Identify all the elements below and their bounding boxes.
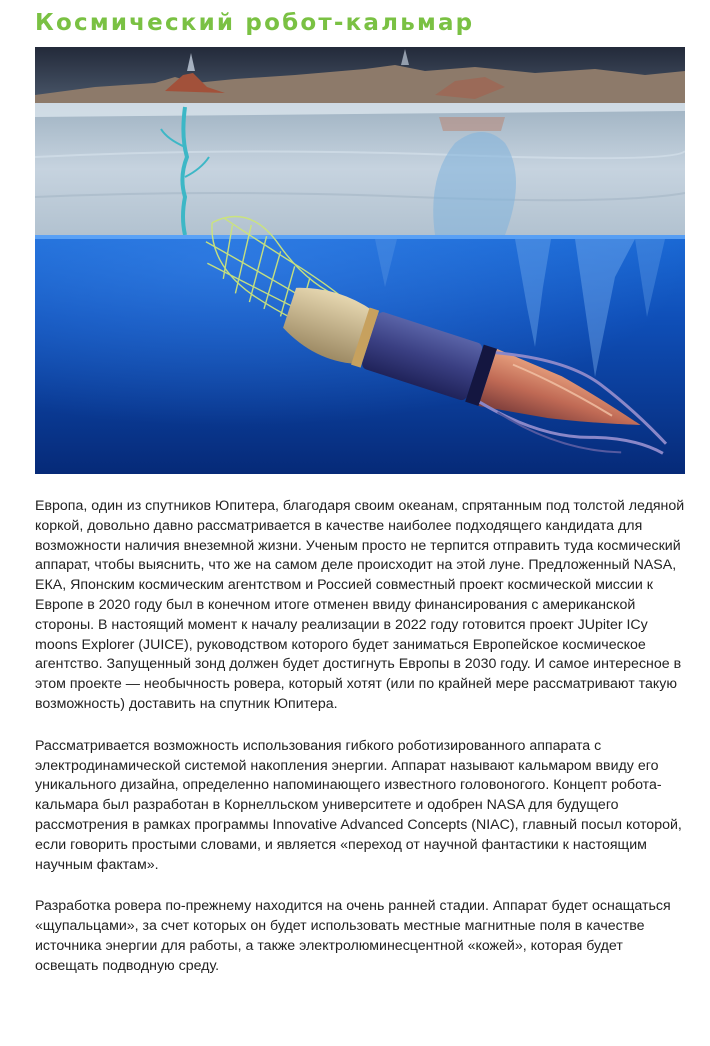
squid-robot-illustration	[35, 47, 685, 474]
hero-illustration	[35, 47, 685, 474]
article-body	[35, 497, 685, 999]
article-title: Космический робот-кальмар	[35, 10, 475, 36]
paragraph: Разработка ровера по-прежнему находится на очень ранней стадии. Аппарат будет оснащаться «щупальцами», за счет которых он будет использовать местные магнитные поля в качестве источника энергии для работы, а также электролюминесцентной «кожей», которая будет освещать подводную среду.	[35, 898, 671, 974]
paragraph: Рассматривается возможность использования гибкого роботизированного аппарата с электродинамической системой накопления энергии. Аппарат называют кальмаром ввиду его уникального дизайна, определенно напоминающего известного головоногого. Концепт робота-кальмара был разработан в Корнелльском университете и одобрен NASA для будущего рассмотрения в рамках программы Innovative Advanced Concepts (NIAC), главный посыл которой, если говорить простыми словами, и является «переход от научной фантастики к настоящим научным фактам».	[35, 737, 682, 873]
paragraph: Европа, один из спутников Юпитера, благодаря своим океанам, спрятанным под толстой ледяной коркой, довольно давно рассматривается в качестве наиболее подходящего кандидата для возможности наличия внеземной жизни. Ученым просто не терпится отправить туда космический аппарат, чтобы выяснить, что же на самом деле происходит на этой луне. Предложенный NASA, ЕКА, Японским космическим агентством и Россией совместный проект космической миссии к Европе в 2020 году был в конечном итоге отменен ввиду финансирования с американской стороны. В настоящий момент к началу реализации в 2022 году готовится проект JUpiter ICy moons Explorer (JUICE), руководством которого будет заниматься Европейское космическое агентство. Запущенный зонд должен будет достигнуть Европы в 2030 году. И самое интересное в этом проекте — необычность ровера, который хотят (или по крайней мере рассматривают такую возможность) доставить на спутник Юпитера.	[35, 498, 685, 712]
